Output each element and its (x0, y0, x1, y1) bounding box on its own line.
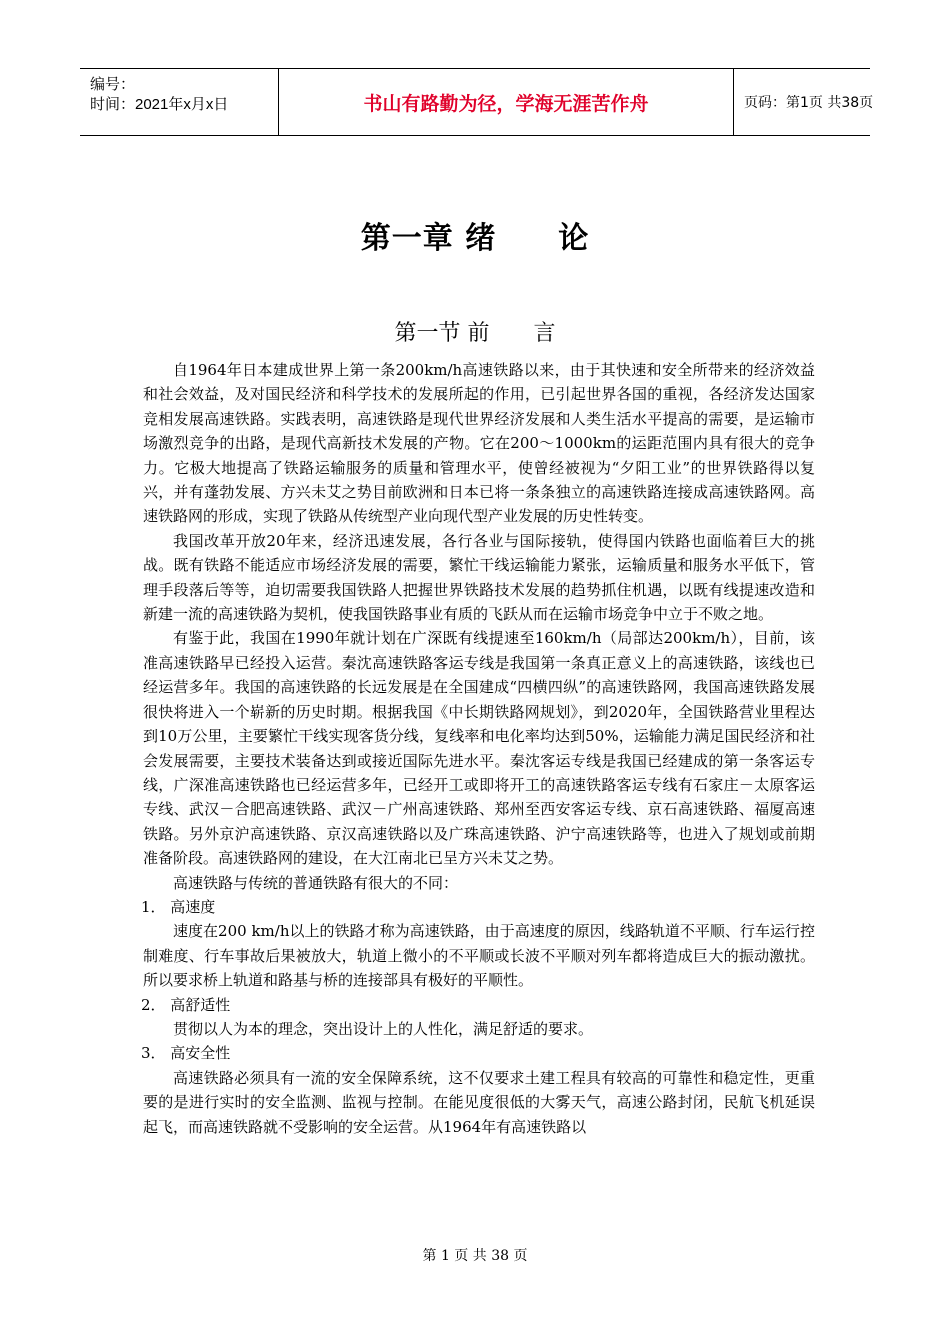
list-item-heading: 2． 高舒适性 (141, 995, 231, 1014)
body-text (143, 358, 815, 1139)
paragraph: 有鉴于此，我国在1990年就计划在广深既有线提速至160km/h（局部达200km/h），目前，该准高速铁路早已经投入运营。秦沈高速铁路客运专线是我国第一条真正意义上的高速铁路，该线也已经运营多年。我国的高速铁路的长远发展是在全国建成“四横四纵”的高速铁路网，我国高速铁路发展很快将进入一个崭新的历史时期。根据我国《中长期铁路网规划》，到2020年，全国铁路营业里程达到10万公里，主要繁忙干线实现客货分线，复线率和电化率均达到50%，运输能力满足国民经济和社会发展需要，主要技术装备达到或接近国际先进水平。秦沈客运专线是我国已经建成的第一条客运专线，广深准高速铁路也已经运营多年，已经开工或即将开工的高速铁路客运专线有石家庄－太原客运专线、武汉－合肥高速铁路、武汉－广州高速铁路、郑州至西安客运专线、京石高速铁路、福厦高速铁路。另外京沪高速铁路、京汉高速铁路以及广珠高速铁路、沪宁高速铁路等，也进入了规划或前期准备阶段。高速铁路网的建设，在大江南北已呈方兴未艾之势。 (143, 629, 815, 868)
header-meta (80, 69, 279, 135)
list-item-text: 贯彻以人为本的理念，突出设计上的人性化，满足舒适的要求。 (173, 1019, 594, 1038)
document-number-label: 编号： (90, 76, 136, 93)
document-date: 时间：2021年x月x日 (90, 96, 229, 113)
header-motto: 书山有路勤为径，学海无涯苦作舟 (279, 69, 734, 135)
list-item-heading: 1． 高速度 (141, 897, 216, 916)
paragraph: 高速铁路与传统的普通铁路有很大的不同： (173, 873, 459, 892)
list-item-heading: 3． 高安全性 (141, 1044, 231, 1063)
list-item-text: 速度在200 km/h以上的铁路才称为高速铁路，由于高速度的原因，线路轨道不平顺、行车运行控制难度、行车事故后果被放大，轨道上微小的不平顺或长波不平顺对列车都将造成巨大的振动激扰。所以要求桥上轨道和路基与桥的连接部具有极好的平顺性。 (143, 922, 815, 990)
page-footer: 第 1 页 共 38 页 (422, 1248, 528, 1264)
paragraph: 自1964年日本建成世界上第一条200km/h高速铁路以来，由于其快速和安全所带来的经济效益和社会效益，及对国民经济和科学技术的发展所起的作用，已引起世界各国的重视，各经济发达国家竞相发展高速铁路。实践表明，高速铁路是现代世界经济发展和人类生活水平提高的需要，是运输市场激烈竞争的出路，是现代高新技术发展的产物。它在200～1000km的运距范围内具有很大的竞争力。它极大地提高了铁路运输服务的质量和管理水平，使曾经被视为“夕阳工业”的世界铁路得以复兴，并有蓬勃发展、方兴未艾之势目前欧洲和日本已将一条条独立的高速铁路连接成高速铁路网。高速铁路网的形成，实现了铁路从传统型产业向现代型产业发展的历史性转变。 (143, 361, 815, 526)
list-item-text: 高速铁路必须具有一流的安全保障系统，这不仅要求土建工程具有较高的可靠性和稳定性，更重要的是进行实时的安全监测、监视与控制。在能见度很低的大雾天气，高速公路封闭，民航飞机延误起飞，而高速铁路就不受影响的安全运营。从1964年有高速铁路以 (143, 1068, 815, 1136)
header-page-info: 页码：第1页 共38页 (744, 95, 874, 111)
chapter-title: 第一章 绪 论 (360, 221, 590, 256)
paragraph: 我国改革开放20年来，经济迅速发展，各行各业与国际接轨，使得国内铁路也面临着巨大的挑战。既有铁路不能适应市场经济发展的需要，繁忙干线运输能力紧张，运输质量和服务水平低下，管理手段落后等等，迫切需要我国铁路人把握世界铁路技术发展的趋势抓住机遇，以既有线提速改造和新建一流的高速铁路为契机，使我国铁路事业有质的飞跃从而在运输市场竞争中立于不败之地。 (143, 531, 815, 624)
section-title: 第一节 前 言 (394, 321, 556, 346)
page-header (80, 68, 874, 136)
